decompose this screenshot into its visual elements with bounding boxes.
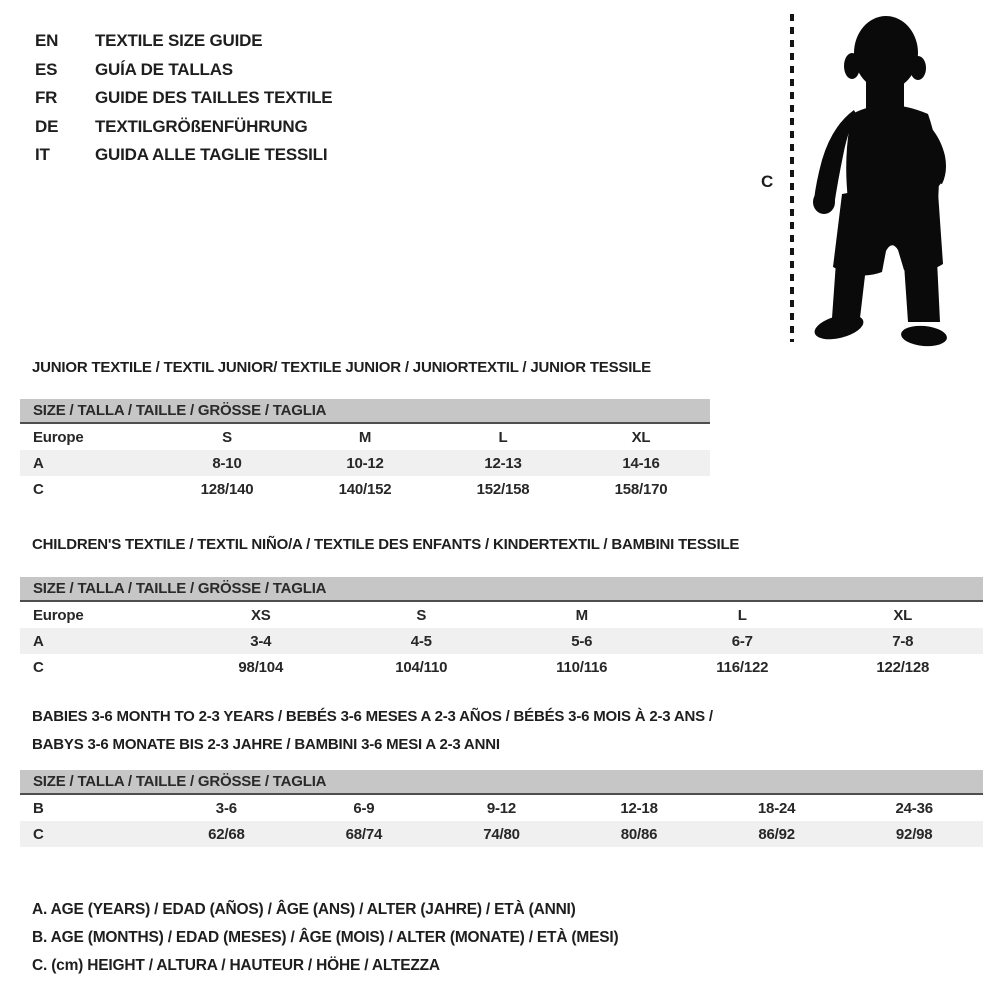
size-value: 5-6	[571, 632, 593, 650]
size-value: M	[358, 428, 372, 446]
note-line: B. AGE (MONTHS) / EDAD (MESES) / ÂGE (MOIS) / ALTER (MONATE) / ETÀ (MESI)	[32, 929, 619, 946]
row-label: A	[33, 454, 44, 472]
row-label: C	[33, 658, 44, 676]
size-value: S	[416, 606, 427, 624]
size-value: 62/68	[208, 825, 245, 843]
size-value: 3-4	[250, 632, 272, 650]
size-value: 6-7	[731, 632, 753, 650]
language-row	[35, 56, 332, 85]
junior-size-table	[20, 399, 710, 502]
size-value: 8-10	[212, 454, 242, 472]
size-value: XS	[250, 606, 271, 624]
babies-table-section	[20, 703, 983, 847]
size-value: 116/122	[716, 658, 769, 676]
size-value: 68/74	[345, 825, 383, 843]
size-value: 122/128	[876, 658, 930, 676]
row-label: C	[33, 825, 44, 843]
language-title: TEXTILGRÖßENFÜHRUNG	[95, 116, 308, 136]
language-row	[35, 141, 332, 170]
size-value: 110/116	[556, 658, 608, 676]
size-value: 12-13	[484, 454, 522, 472]
table-title: BABIES 3-6 MONTH TO 2-3 YEARS / BEBÉS 3-6 MESES A 2-3 AÑOS / BÉBÉS 3-6 MOIS À 2-3 ANS / BABYS 3-6 MONATE BIS 2-3 JAHRE / BAMBINI 3-6 MESI A 2-3 ANNI	[32, 708, 713, 753]
size-value: XL	[893, 606, 913, 624]
table-row	[20, 476, 710, 502]
size-value: 9-12	[486, 799, 517, 817]
row-label: A	[33, 632, 44, 650]
size-value: 24-36	[895, 799, 933, 817]
size-value: 3-6	[215, 799, 237, 817]
note-line: C. (cm) HEIGHT / ALTURA / HAUTEUR / HÖHE / ALTEZZA	[32, 957, 440, 974]
language-row	[35, 84, 332, 113]
row-label: C	[33, 480, 44, 498]
height-dashed-line	[790, 14, 794, 342]
table-row	[20, 601, 983, 628]
size-value: 140/152	[338, 480, 392, 498]
size-value: XL	[631, 428, 651, 446]
size-value: 10-12	[346, 454, 384, 472]
size-value: 74/80	[483, 825, 520, 843]
table-row	[20, 794, 983, 821]
baby-silhouette-image	[802, 4, 962, 350]
size-value: L	[737, 606, 747, 624]
size-value: 18-24	[757, 799, 796, 817]
size-value: M	[575, 606, 588, 624]
size-value: 86/92	[758, 825, 795, 843]
row-label: B	[33, 799, 44, 817]
table-row	[20, 450, 710, 476]
table-row	[20, 821, 983, 847]
table-title: CHILDREN'S TEXTILE / TEXTIL NIÑO/A / TEXTILE DES ENFANTS / KINDERTEXTIL / BAMBINI TESSILE	[32, 536, 740, 553]
language-title: GUIDE DES TAILLES TEXTILE	[95, 88, 333, 108]
size-value: 104/110	[395, 658, 448, 676]
size-value: 80/86	[620, 825, 658, 843]
children-size-table	[20, 577, 983, 680]
table-row	[20, 654, 983, 680]
junior-table-section	[20, 358, 710, 502]
language-row	[35, 113, 332, 142]
language-code: ES	[35, 59, 58, 79]
language-title: GUIDA ALLE TAGLIE TESSILI	[95, 145, 328, 165]
size-header-bar: SIZE / TALLA / TAILLE / GRÖSSE / TAGLIA	[20, 577, 983, 601]
size-value: 4-5	[410, 632, 432, 650]
language-code: DE	[35, 116, 59, 136]
table-row	[20, 423, 710, 450]
language-list	[35, 27, 332, 170]
language-row	[35, 27, 332, 56]
row-label: Europe	[33, 428, 84, 446]
size-header-bar: SIZE / TALLA / TAILLE / GRÖSSE / TAGLIA	[20, 399, 710, 423]
note-line: A. AGE (YEARS) / EDAD (AÑOS) / ÂGE (ANS) / ALTER (JAHRE) / ETÀ (ANNI)	[32, 901, 576, 918]
table-row	[20, 628, 983, 654]
size-value: 14-16	[622, 454, 660, 472]
children-table-section	[20, 535, 983, 680]
size-value: 12-18	[620, 799, 658, 817]
size-header-bar: SIZE / TALLA / TAILLE / GRÖSSE / TAGLIA	[20, 770, 983, 794]
figure-height-label: C	[761, 172, 774, 191]
row-label: Europe	[33, 606, 84, 624]
table-title: JUNIOR TEXTILE / TEXTIL JUNIOR/ TEXTILE JUNIOR / JUNIORTEXTIL / JUNIOR TESSILE	[32, 359, 651, 376]
size-value: 7-8	[892, 632, 914, 650]
size-value: 6-9	[353, 799, 375, 817]
size-value: S	[222, 428, 232, 446]
language-title: TEXTILE SIZE GUIDE	[95, 31, 263, 51]
size-value: 128/140	[200, 480, 254, 498]
language-code: IT	[35, 145, 50, 165]
footer-notes	[32, 896, 618, 980]
language-code: FR	[35, 88, 58, 108]
size-value: 98/104	[238, 658, 284, 676]
language-title: GUÍA DE TALLAS	[95, 59, 233, 79]
size-value: 158/170	[614, 480, 668, 498]
babies-size-table	[20, 770, 983, 847]
language-code: EN	[35, 31, 59, 51]
size-value: 152/158	[476, 480, 530, 498]
size-value: 92/98	[895, 825, 933, 843]
size-value: L	[498, 428, 508, 446]
